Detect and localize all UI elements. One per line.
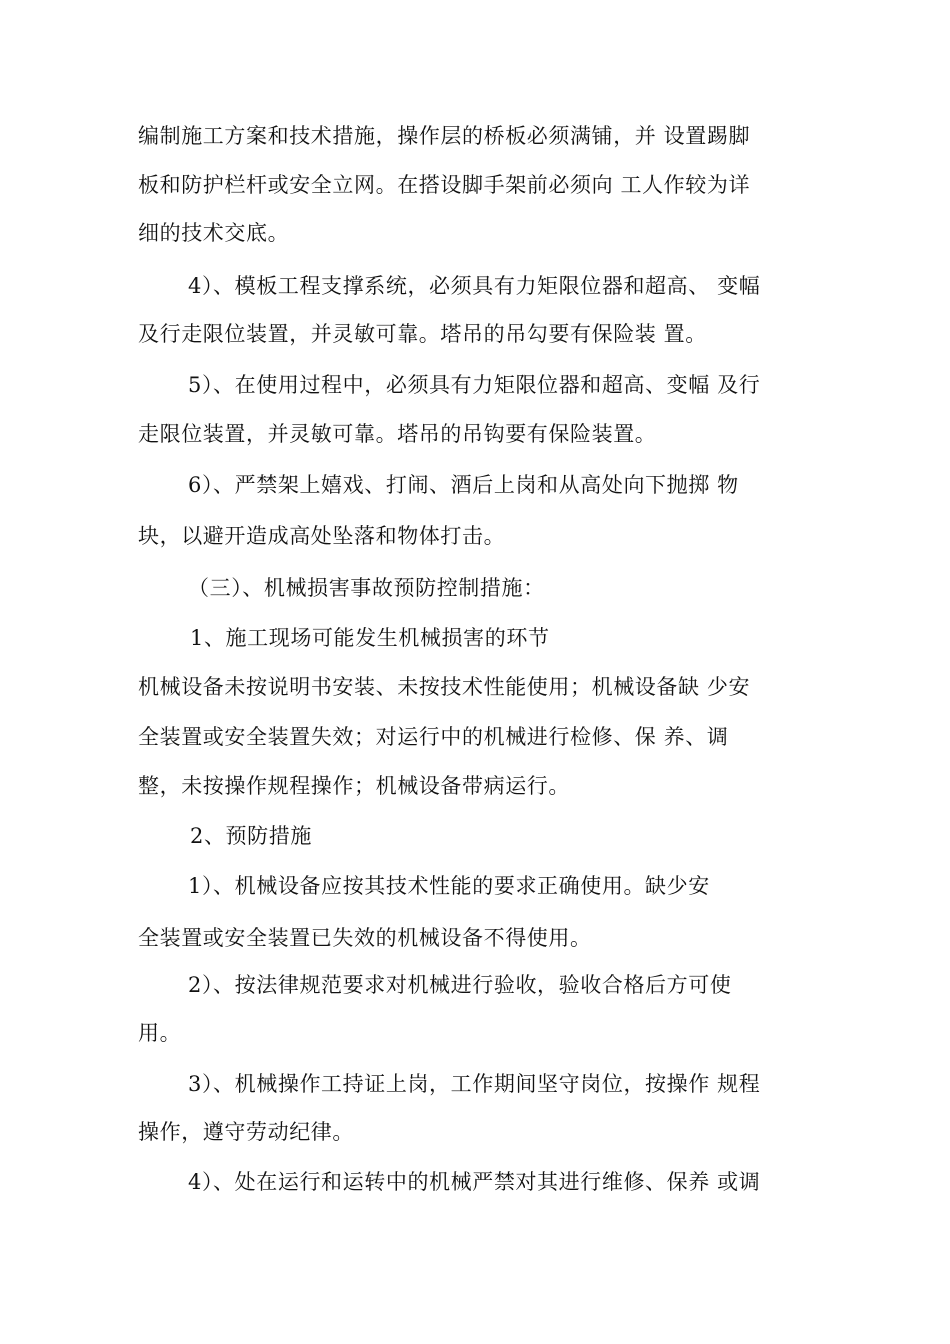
text-line-22: 4）、处在运行和运转中的机械严禁对其进行维修、保养 或调 [188,1170,761,1194]
text-line-19: 用。 [138,1021,182,1045]
text-line-14: 整，未按操作规程操作；机械设备带病运行。 [138,774,570,798]
text-line-13: 全装置或安全装置失效；对运行中的机械进行检修、保 养、调 [138,725,729,749]
text-line-8: 6）、严禁架上嬉戏、打闹、酒后上岗和从高处向下抛掷 物 [188,473,739,497]
text-line-6: 5）、在使用过程中，必须具有力矩限位器和超高、变幅 及行 [188,373,761,397]
subheading-1: 1、施工现场可能发生机械损害的环节 [190,626,550,650]
text-line-3: 细的技术交底。 [138,221,290,245]
text-line-4: 4）、模板工程支撑系统，必须具有力矩限位器和超高、 变幅 [188,274,761,298]
text-line-21: 操作，遵守劳动纪律。 [138,1120,354,1144]
text-line-12: 机械设备未按说明书安装、未按技术性能使用；机械设备缺 少安 [138,675,751,699]
text-line-9: 块，以避开造成高处坠落和物体打击。 [138,524,506,548]
subheading-2: 2、预防措施 [190,824,312,848]
text-line-18: 2）、按法律规范要求对机械进行验收，验收合格后方可使 [188,973,732,997]
text-line-5: 及行走限位装置，并灵敏可靠。塔吊的吊勾要有保险装 置。 [138,322,707,346]
text-line-17: 全装置或安全装置已失效的机械设备不得使用。 [138,926,592,950]
text-line-16: 1）、机械设备应按其技术性能的要求正确使用。缺少安 [188,874,710,898]
text-line-7: 走限位装置，并灵敏可靠。塔吊的吊钩要有保险装置。 [138,422,657,446]
text-line-2: 板和防护栏杆或安全立网。在搭设脚手架前必须向 工人作较为详 [138,173,751,197]
text-line-1: 编制施工方案和技术措施，操作层的桥板必须满铺，并 设置踢脚 [138,124,751,148]
text-line-20: 3）、机械操作工持证上岗，工作期间坚守岗位，按操作 规程 [188,1072,761,1096]
section-heading: （三）、机械损害事故预防控制措施： [188,576,545,600]
